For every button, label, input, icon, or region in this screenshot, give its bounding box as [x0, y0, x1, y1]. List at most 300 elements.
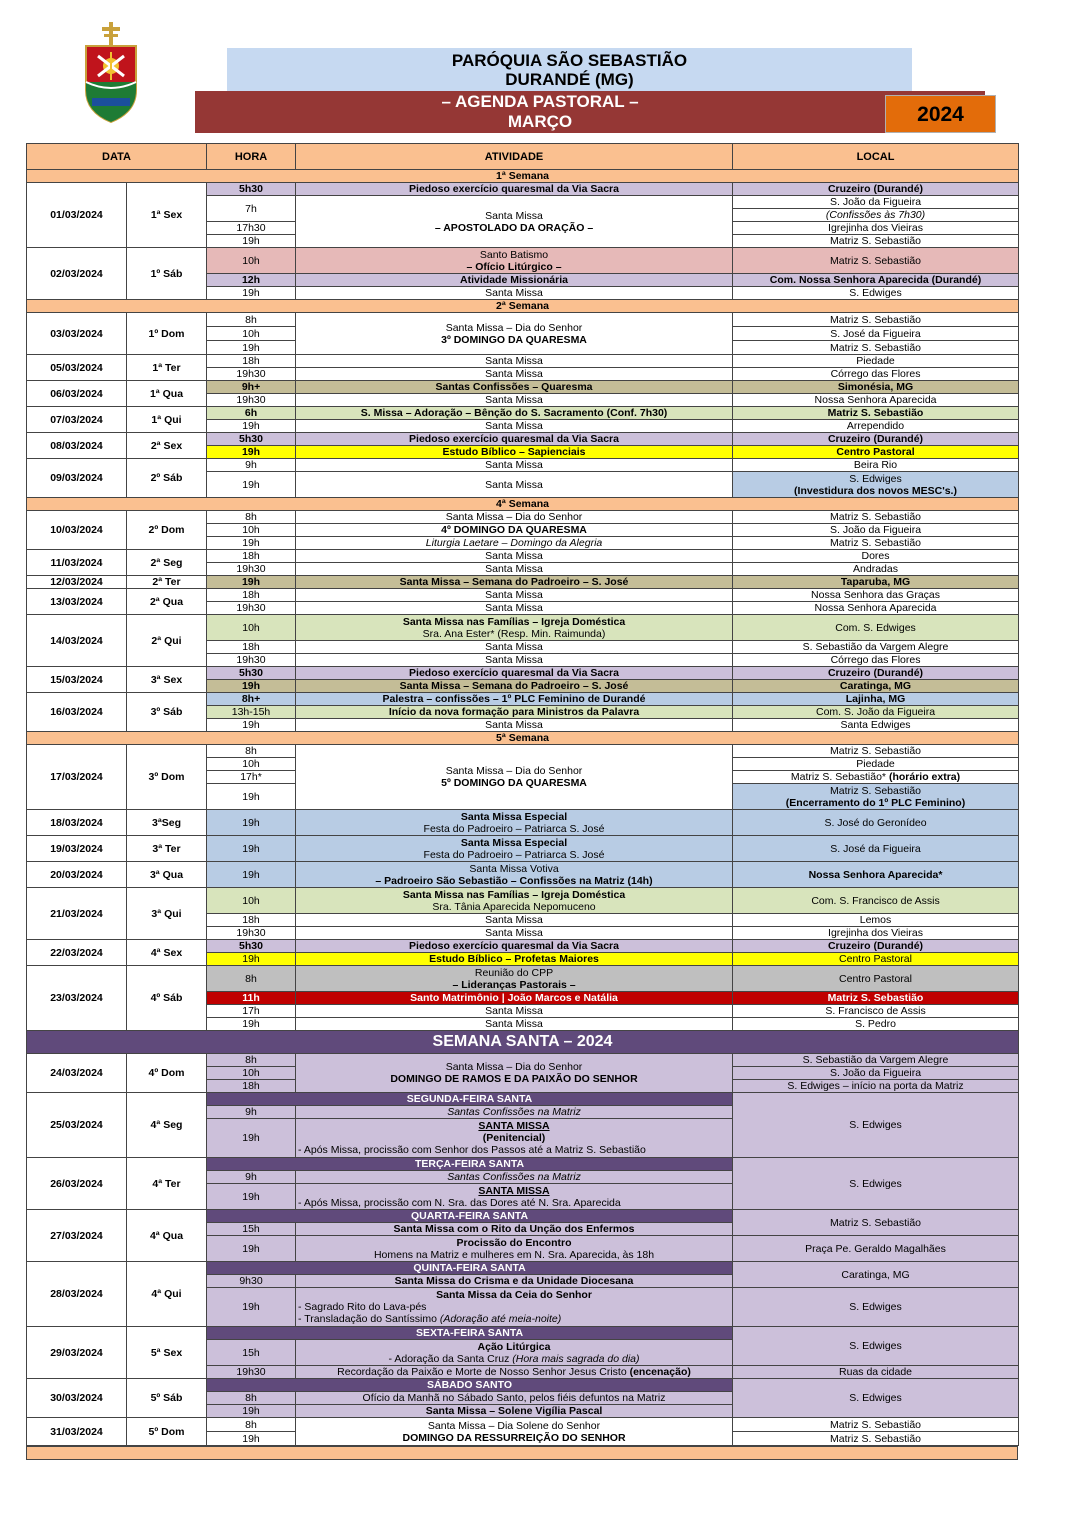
week-row	[27, 300, 1019, 313]
location-cell: Simonésia, MG	[733, 381, 1019, 394]
time-cell: 19h30	[207, 1366, 296, 1379]
location-cell: Matriz S. Sebastião	[733, 1210, 1019, 1236]
activity-note: - Após Missa, procissão com Senhor dos Passos até a Matriz S. Sebastião	[298, 1144, 646, 1156]
activity-subtitle: – Lideranças Pastorais –	[452, 978, 576, 991]
holy-week-title: SEMANA SANTA – 2024	[27, 1031, 1019, 1054]
location-cell: Cruzeiro (Durandé)	[733, 433, 1019, 446]
weekday-cell: 5º Dom	[127, 1418, 207, 1446]
location-text: S. Edwiges	[849, 472, 902, 485]
activity-text: Procissão do Encontro	[456, 1236, 572, 1249]
time-cell: 19h	[207, 953, 296, 966]
weekday-cell: 1º Sáb	[127, 248, 207, 300]
activity-subtitle: Sra. Tânia Aparecida Nepomuceno	[432, 900, 596, 913]
holy-day-header: SEXTA-FEIRA SANTA	[207, 1327, 733, 1340]
pastoral-agenda-table	[26, 143, 1019, 1446]
col-header-local: LOCAL	[733, 144, 1019, 170]
weekday-cell: 2ª Qua	[127, 589, 207, 615]
date-cell: 10/03/2024	[27, 511, 127, 550]
location-cell: Taparuba, MG	[733, 576, 1019, 589]
activity-cell	[296, 1236, 733, 1262]
weekday-cell: 3ª Ter	[127, 836, 207, 862]
time-cell: 19h	[207, 1184, 296, 1210]
time-cell: 9h	[207, 1106, 296, 1119]
activity-text: Recordação da Paixão e Morte de Nosso Senhor Jesus Cristo	[337, 1366, 627, 1378]
time-cell: 8h	[207, 1054, 296, 1067]
location-cell: S. João da Figueira	[733, 196, 1019, 209]
location-cell: Nossa Senhora Aparecida	[733, 394, 1019, 407]
time-cell: 8h	[207, 1418, 296, 1432]
col-header-atividade: ATIVIDADE	[296, 144, 733, 170]
table-row	[27, 576, 1019, 589]
time-cell: 19h	[207, 537, 296, 550]
time-cell: 10h	[207, 888, 296, 914]
location-cell: Piedade	[733, 355, 1019, 368]
location-cell: S. José da Figueira	[733, 327, 1019, 341]
activity-text: Santa Missa Especial	[460, 836, 568, 849]
activity-text: Ação Litúrgica	[477, 1340, 551, 1353]
weekday-cell: 3º Sáb	[127, 693, 207, 732]
holy-day-header: TERÇA-FEIRA SANTA	[207, 1158, 733, 1171]
date-cell: 01/03/2024	[27, 183, 127, 248]
location-cell: Matriz S. Sebastião	[733, 313, 1019, 327]
location-cell: S. João da Figueira	[733, 524, 1019, 537]
location-cell: S. José do Geronídeo	[733, 810, 1019, 836]
activity-subtitle: 3º DOMINGO DA QUARESMA	[441, 333, 587, 346]
time-cell: 12h	[207, 274, 296, 287]
activity-cell: Santa Missa – Dia do Senhor	[296, 511, 733, 524]
location-cell: Lemos	[733, 914, 1019, 927]
activity-cell: Santa Missa	[296, 563, 733, 576]
table-footer-bar	[26, 1446, 1018, 1460]
time-cell: 19h	[207, 810, 296, 836]
location-cell: Córrego das Flores	[733, 654, 1019, 667]
time-cell: 9h+	[207, 381, 296, 394]
weekday-cell: 3º Dom	[127, 745, 207, 810]
date-cell: 06/03/2024	[27, 381, 127, 407]
date-cell: 05/03/2024	[27, 355, 127, 381]
location-cell: S. Edwiges	[733, 1158, 1019, 1210]
time-cell: 9h	[207, 459, 296, 472]
weekday-cell: 4ª Qui	[127, 1262, 207, 1327]
table-row	[27, 966, 1019, 992]
date-cell: 23/03/2024	[27, 966, 127, 1031]
date-cell: 14/03/2024	[27, 615, 127, 667]
activity-cell: Santa Missa	[296, 927, 733, 940]
location-cell: Santa Edwiges	[733, 719, 1019, 732]
location-cell: Nossa Senhora Aparecida	[733, 602, 1019, 615]
activity-cell: Santo Matrimônio | João Marcos e Natália	[296, 992, 733, 1005]
location-cell: Andradas	[733, 563, 1019, 576]
table-header-row	[27, 144, 1019, 170]
table-row	[27, 407, 1019, 420]
weekday-cell: 4ª Ter	[127, 1158, 207, 1210]
location-cell: Piedade	[733, 758, 1019, 771]
time-cell: 19h	[207, 680, 296, 693]
parish-title-bar	[227, 48, 912, 91]
activity-cell: Santa Missa	[296, 1005, 733, 1018]
time-cell: 10h	[207, 524, 296, 537]
time-cell: 9h30	[207, 1275, 296, 1288]
weekday-cell: 5º Sáb	[127, 1379, 207, 1418]
activity-note-italic: (Hora mais sagrada do dia)	[512, 1352, 640, 1365]
parish-city: DURANDÉ (MG)	[505, 70, 634, 89]
activity-subtitle: Festa do Padroeiro – Patriarca S. José	[423, 822, 605, 835]
activity-cell	[296, 810, 733, 836]
date-cell: 02/03/2024	[27, 248, 127, 300]
weekday-cell: 4ª Sex	[127, 940, 207, 966]
location-cell: Dores	[733, 550, 1019, 563]
activity-cell: Santa Missa	[296, 368, 733, 381]
date-cell: 27/03/2024	[27, 1210, 127, 1262]
location-text: Matriz S. Sebastião	[829, 784, 922, 797]
time-cell: 19h	[207, 341, 296, 355]
table-row	[27, 550, 1019, 563]
time-cell: 19h30	[207, 368, 296, 381]
weekday-cell: 3ª Qui	[127, 888, 207, 940]
weekday-cell: 2ª Qui	[127, 615, 207, 667]
activity-text: Santa Missa Especial	[460, 810, 568, 823]
activity-subtitle: – Ofício Litúrgico –	[466, 260, 562, 273]
location-cell: Com. Nossa Senhora Aparecida (Durandé)	[733, 274, 1019, 287]
time-cell: 15h	[207, 1223, 296, 1236]
week-row	[27, 498, 1019, 511]
activity-note	[298, 1313, 730, 1325]
activity-note: - Sagrado Rito do Lava-pés	[298, 1301, 427, 1313]
activity-cell: Piedoso exercício quaresmal da Via Sacra	[296, 433, 733, 446]
table-row	[27, 615, 1019, 641]
activity-cell: S. Missa – Adoração – Bênção do S. Sacramento (Conf. 7h30)	[296, 407, 733, 420]
activity-subtitle: DOMINGO DA RESSURREIÇÃO DO SENHOR	[402, 1431, 626, 1444]
activity-cell	[296, 862, 733, 888]
time-cell: 10h	[207, 248, 296, 274]
time-cell: 19h	[207, 576, 296, 589]
location-cell: Praça Pe. Geraldo Magalhães	[733, 1236, 1019, 1262]
time-cell: 19h30	[207, 563, 296, 576]
activity-subtitle: Festa do Padroeiro – Patriarca S. José	[423, 848, 605, 861]
location-cell: Caratinga, MG	[733, 1262, 1019, 1288]
date-cell: 30/03/2024	[27, 1379, 127, 1418]
date-cell: 21/03/2024	[27, 888, 127, 940]
activity-subtitle: 5º DOMINGO DA QUARESMA	[441, 777, 587, 789]
table-row	[27, 1262, 1019, 1275]
time-cell: 19h	[207, 1119, 296, 1158]
activity-text: Santa Missa da Ceia do Senhor	[436, 1289, 592, 1301]
location-cell: S. Edwiges	[733, 1093, 1019, 1158]
weekday-cell: 1ª Qui	[127, 407, 207, 433]
activity-cell: Santa Missa	[296, 589, 733, 602]
activity-note-text: - Transladação do Santíssimo	[298, 1313, 437, 1325]
activity-cell: Santa Missa	[296, 550, 733, 563]
activity-cell: Santa Missa	[296, 1018, 733, 1031]
time-cell: 5h30	[207, 940, 296, 953]
location-cell: S. Edwiges	[733, 1379, 1019, 1418]
location-cell	[733, 771, 1019, 784]
time-cell: 11h	[207, 992, 296, 1005]
activity-subtitle: – APOSTOLADO DA ORAÇÃO –	[434, 221, 594, 234]
activity-cell: Estudo Bíblico – Profetas Maiores	[296, 953, 733, 966]
date-cell: 08/03/2024	[27, 433, 127, 459]
time-cell: 19h30	[207, 602, 296, 615]
table-row	[27, 1054, 1019, 1067]
activity-cell	[296, 1184, 733, 1210]
activity-cell	[296, 888, 733, 914]
activity-cell: 4º DOMINGO DA QUARESMA	[296, 524, 733, 537]
activity-cell: Santa Missa	[296, 602, 733, 615]
table-row	[27, 183, 1019, 196]
activity-cell: Santa Missa	[296, 394, 733, 407]
activity-cell: Santas Confissões na Matriz	[296, 1171, 733, 1184]
weekday-cell: 2ª Ter	[127, 576, 207, 589]
time-cell: 8h	[207, 745, 296, 758]
time-cell: 8h	[207, 511, 296, 524]
location-note: (Confissões às 7h30)	[733, 209, 1019, 222]
activity-note-text: - Adoração da Santa Cruz	[388, 1352, 510, 1365]
activity-note	[298, 1353, 730, 1365]
location-cell: Córrego das Flores	[733, 368, 1019, 381]
activity-cell	[296, 196, 733, 248]
time-cell: 19h	[207, 235, 296, 248]
table-row	[27, 1093, 1019, 1106]
weekday-cell: 4ª Qua	[127, 1210, 207, 1262]
activity-cell: Santa Missa	[296, 287, 733, 300]
time-cell: 19h	[207, 1018, 296, 1031]
date-cell: 20/03/2024	[27, 862, 127, 888]
location-cell: S. Edwiges	[733, 1327, 1019, 1366]
activity-cell: Santa Missa	[296, 472, 733, 498]
activity-text: Santa Missa Votiva	[469, 862, 559, 875]
activity-cell	[296, 836, 733, 862]
activity-text: SANTA MISSA	[478, 1120, 550, 1132]
time-cell: 19h	[207, 1405, 296, 1418]
location-note: (Encerramento do 1º PLC Feminino)	[785, 796, 966, 809]
date-cell: 03/03/2024	[27, 313, 127, 355]
activity-text: Santa Missa nas Famílias – Igreja Doméstica	[402, 888, 626, 901]
location-cell: Igrejinha dos Vieiras	[733, 927, 1019, 940]
time-cell: 18h	[207, 1080, 296, 1093]
activity-text: Santa Missa – Dia do Senhor	[445, 1061, 583, 1073]
week-row	[27, 732, 1019, 745]
location-cell: Com. S. Francisco de Assis	[733, 888, 1019, 914]
activity-cell: Piedoso exercício quaresmal da Via Sacra	[296, 183, 733, 196]
location-cell: S. Francisco de Assis	[733, 1005, 1019, 1018]
table-row	[27, 1379, 1019, 1392]
location-cell: Matriz S. Sebastião	[733, 511, 1019, 524]
location-cell: S. Pedro	[733, 1018, 1019, 1031]
activity-text: Santa Missa – Dia do Senhor	[445, 321, 583, 334]
location-cell: Com. S. Edwiges	[733, 615, 1019, 641]
activity-cell: Início da nova formação para Ministros da Palavra	[296, 706, 733, 719]
activity-text: Reunião do CPP	[474, 966, 554, 979]
time-cell: 5h30	[207, 183, 296, 196]
activity-subtitle: DOMINGO DE RAMOS E DA PAIXÃO DO SENHOR	[390, 1073, 638, 1085]
activity-note: Homens na Matriz e mulheres em N. Sra. Aparecida, às 18h	[373, 1248, 655, 1261]
time-cell: 10h	[207, 327, 296, 341]
time-cell: 17h30	[207, 222, 296, 235]
date-cell: 16/03/2024	[27, 693, 127, 732]
weekday-cell: 2º Sáb	[127, 459, 207, 498]
weekday-cell: 4º Dom	[127, 1054, 207, 1093]
time-cell: 19h	[207, 1432, 296, 1446]
activity-cell: Santa Missa – Semana do Padroeiro – S. José	[296, 680, 733, 693]
date-cell: 07/03/2024	[27, 407, 127, 433]
time-cell: 19h	[207, 446, 296, 459]
activity-cell: Estudo Bíblico – Sapienciais	[296, 446, 733, 459]
time-cell: 19h	[207, 287, 296, 300]
time-cell: 10h	[207, 1067, 296, 1080]
activity-cell: Santa Missa	[296, 654, 733, 667]
agenda-title-bar	[195, 91, 885, 133]
time-cell: 19h	[207, 862, 296, 888]
activity-cell: Santa Missa	[296, 459, 733, 472]
activity-cell: Santa Missa – Solene Vigília Pascal	[296, 1405, 733, 1418]
location-cell: Matriz S. Sebastião	[733, 235, 1019, 248]
time-cell: 9h	[207, 1171, 296, 1184]
table-row	[27, 836, 1019, 862]
location-cell: Centro Pastoral	[733, 446, 1019, 459]
col-header-data: DATA	[27, 144, 207, 170]
activity-cell: Santas Confissões na Matriz	[296, 1106, 733, 1119]
activity-cell: Santa Missa	[296, 355, 733, 368]
activity-text: Santo Batismo	[479, 248, 549, 261]
location-cell: Com. S. João da Figueira	[733, 706, 1019, 719]
weekday-cell: 4º Sáb	[127, 966, 207, 1031]
location-cell: Cruzeiro (Durandé)	[733, 940, 1019, 953]
date-cell: 13/03/2024	[27, 589, 127, 615]
weekday-cell: 3ª Qua	[127, 862, 207, 888]
activity-cell	[296, 1418, 733, 1446]
activity-cell	[296, 313, 733, 355]
time-cell: 15h	[207, 1340, 296, 1366]
location-cell: S. Sebastião da Vargem Alegre	[733, 1054, 1019, 1067]
location-cell: S. Edwiges – início na porta da Matriz	[733, 1080, 1019, 1093]
location-cell: Matriz S. Sebastião	[733, 248, 1019, 274]
time-cell: 19h	[207, 836, 296, 862]
activity-cell	[296, 745, 733, 810]
location-text: Matriz S. Sebastião*	[790, 771, 887, 783]
weekday-cell: 3ªSeg	[127, 810, 207, 836]
date-cell: 26/03/2024	[27, 1158, 127, 1210]
date-cell: 15/03/2024	[27, 667, 127, 693]
location-cell: Matriz S. Sebastião	[733, 745, 1019, 758]
time-cell: 19h	[207, 1288, 296, 1327]
activity-subtitle: – Padroeiro São Sebastião – Confissões na Matriz (14h)	[375, 874, 653, 887]
activity-cell: Ofício da Manhã no Sábado Santo, pelos fiéis defuntos na Matriz	[296, 1392, 733, 1405]
table-row	[27, 1327, 1019, 1340]
date-cell: 17/03/2024	[27, 745, 127, 810]
table-row	[27, 940, 1019, 953]
agenda-month: MARÇO	[507, 112, 573, 131]
activity-cell: Santa Missa do Crisma e da Unidade Diocesana	[296, 1275, 733, 1288]
date-cell: 22/03/2024	[27, 940, 127, 966]
activity-cell: Santa Missa com o Rito da Unção dos Enfermos	[296, 1223, 733, 1236]
holy-day-header: QUARTA-FEIRA SANTA	[207, 1210, 733, 1223]
week-label: 1ª Semana	[27, 170, 1019, 183]
table-row	[27, 1418, 1019, 1432]
activity-cell: Liturgia Laetare – Domingo da Alegria	[296, 537, 733, 550]
time-cell: 13h-15h	[207, 706, 296, 719]
week-label: 5ª Semana	[27, 732, 1019, 745]
location-cell: S. João da Figueira	[733, 1067, 1019, 1080]
location-cell: Matriz S. Sebastião	[733, 1418, 1019, 1432]
activity-cell	[296, 966, 733, 992]
activity-cell: Santas Confissões – Quaresma	[296, 381, 733, 394]
table-row	[27, 589, 1019, 602]
activity-cell	[296, 248, 733, 274]
activity-cell: Santa Missa – Semana do Padroeiro – S. José	[296, 576, 733, 589]
holy-week-row	[27, 1031, 1019, 1054]
time-cell: 8h	[207, 1392, 296, 1405]
weekday-cell: 1º Dom	[127, 313, 207, 355]
weekday-cell: 1ª Sex	[127, 183, 207, 248]
weekday-cell: 1ª Qua	[127, 381, 207, 407]
time-cell: 18h	[207, 641, 296, 654]
activity-cell	[296, 1366, 733, 1379]
time-cell: 19h30	[207, 654, 296, 667]
location-cell: Igrejinha dos Vieiras	[733, 222, 1019, 235]
date-cell: 18/03/2024	[27, 810, 127, 836]
table-row	[27, 355, 1019, 368]
location-note: (horário extra)	[888, 771, 961, 783]
time-cell: 5h30	[207, 667, 296, 680]
activity-note: (encenação)	[629, 1366, 691, 1378]
activity-cell: Santa Missa	[296, 420, 733, 433]
date-cell: 29/03/2024	[27, 1327, 127, 1379]
time-cell: 19h	[207, 1236, 296, 1262]
date-cell: 09/03/2024	[27, 459, 127, 498]
weekday-cell: 5ª Sex	[127, 1327, 207, 1379]
table-row	[27, 862, 1019, 888]
holy-day-header: SEGUNDA-FEIRA SANTA	[207, 1093, 733, 1106]
weekday-cell: 2º Dom	[127, 511, 207, 550]
time-cell: 19h30	[207, 394, 296, 407]
location-cell: Cruzeiro (Durandé)	[733, 667, 1019, 680]
location-cell: S. José da Figueira	[733, 836, 1019, 862]
table-row	[27, 313, 1019, 327]
location-cell: Arrependido	[733, 420, 1019, 433]
holy-day-header: SÁBADO SANTO	[207, 1379, 733, 1392]
week-label: 2ª Semana	[27, 300, 1019, 313]
activity-cell: Santa Missa	[296, 719, 733, 732]
table-row	[27, 381, 1019, 394]
time-cell: 19h	[207, 719, 296, 732]
time-cell: 19h30	[207, 927, 296, 940]
col-header-hora: HORA	[207, 144, 296, 170]
table-row	[27, 888, 1019, 914]
activity-note: - Após Missa, procissão com N. Sra. das Dores até N. Sra. Aparecida	[298, 1196, 621, 1209]
activity-cell	[296, 1054, 733, 1093]
time-cell: 6h	[207, 407, 296, 420]
time-cell: 18h	[207, 550, 296, 563]
date-cell: 31/03/2024	[27, 1418, 127, 1446]
activity-subtitle: Sra. Ana Ester* (Resp. Min. Raimunda)	[422, 627, 606, 640]
weekday-cell: 2ª Sex	[127, 433, 207, 459]
week-label: 4ª Semana	[27, 498, 1019, 511]
table-row	[27, 810, 1019, 836]
activity-note-italic: (Adoração até meia-noite)	[439, 1313, 562, 1325]
table-row	[27, 667, 1019, 680]
location-cell: Matriz S. Sebastião	[733, 341, 1019, 355]
location-cell: Centro Pastoral	[733, 953, 1019, 966]
activity-cell	[296, 615, 733, 641]
activity-text: Santa Missa – Dia do Senhor	[445, 765, 583, 777]
activity-cell	[296, 1340, 733, 1366]
weekday-cell: 3ª Sex	[127, 667, 207, 693]
date-cell: 11/03/2024	[27, 550, 127, 576]
time-cell: 17h	[207, 1005, 296, 1018]
location-cell: Ruas da cidade	[733, 1366, 1019, 1379]
date-cell: 28/03/2024	[27, 1262, 127, 1327]
activity-cell: Piedoso exercício quaresmal da Via Sacra	[296, 667, 733, 680]
